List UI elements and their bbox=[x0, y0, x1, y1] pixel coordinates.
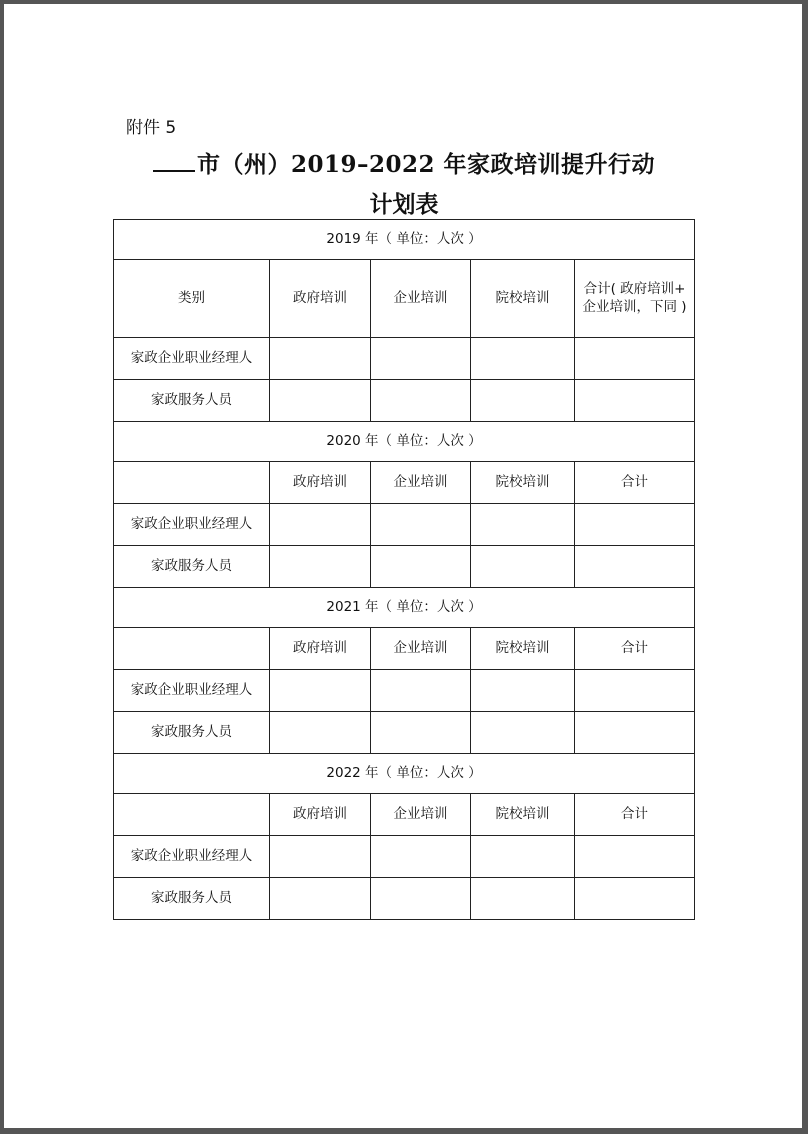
row-label-manager: 家政企业职业经理人 bbox=[114, 504, 270, 546]
col-header-enterprise: 企业培训 bbox=[371, 794, 471, 836]
row-label-staff: 家政服务人员 bbox=[114, 546, 270, 588]
col-header-enterprise: 企业培训 bbox=[371, 462, 471, 504]
total-header-line2: 企业培训，下同 ) bbox=[582, 298, 687, 315]
empty-cell bbox=[471, 546, 575, 588]
annex-label: 附件 5 bbox=[126, 118, 177, 138]
year-header-row bbox=[114, 754, 695, 794]
empty-cell bbox=[270, 878, 371, 920]
document-title bbox=[0, 146, 808, 179]
column-header-row bbox=[114, 628, 695, 670]
row-label-manager: 家政企业职业经理人 bbox=[114, 670, 270, 712]
empty-cell bbox=[371, 504, 471, 546]
col-header-school: 院校培训 bbox=[471, 260, 575, 338]
column-header-row bbox=[114, 462, 695, 504]
year-header: 2022 年（ 单位：人次 ） bbox=[114, 754, 695, 794]
empty-cell bbox=[371, 712, 471, 754]
col-header-total: 合计 bbox=[575, 794, 695, 836]
col-header-total: 合计 bbox=[575, 628, 695, 670]
empty-cell bbox=[575, 836, 695, 878]
col-header-school: 院校培训 bbox=[471, 794, 575, 836]
empty-cell bbox=[471, 504, 575, 546]
year-header-row bbox=[114, 588, 695, 628]
year-header-row bbox=[114, 422, 695, 462]
empty-cell bbox=[575, 380, 695, 422]
empty-cell bbox=[270, 836, 371, 878]
year-header: 2021 年（ 单位：人次 ） bbox=[114, 588, 695, 628]
column-header-row bbox=[114, 794, 695, 836]
empty-cell bbox=[270, 546, 371, 588]
table-row bbox=[114, 670, 695, 712]
col-header-government: 政府培训 bbox=[270, 462, 371, 504]
col-header-government: 政府培训 bbox=[270, 260, 371, 338]
total-header-line1: 合计( 政府培训+ bbox=[583, 280, 686, 297]
empty-cell bbox=[471, 878, 575, 920]
empty-cell bbox=[575, 546, 695, 588]
column-header-row bbox=[114, 260, 695, 338]
empty-cell bbox=[270, 380, 371, 422]
empty-cell bbox=[114, 462, 270, 504]
plan-table bbox=[113, 219, 695, 920]
year-header-row bbox=[114, 220, 695, 260]
empty-cell bbox=[270, 670, 371, 712]
row-label-manager: 家政企业职业经理人 bbox=[114, 338, 270, 380]
empty-cell bbox=[575, 712, 695, 754]
table-row bbox=[114, 380, 695, 422]
table-row bbox=[114, 338, 695, 380]
title-text: 市（州）2019–2022 年家政培训提升行动 bbox=[196, 151, 656, 178]
empty-cell bbox=[371, 836, 471, 878]
empty-cell bbox=[270, 712, 371, 754]
col-header-total: 合计 bbox=[575, 462, 695, 504]
table-row bbox=[114, 712, 695, 754]
empty-cell bbox=[371, 380, 471, 422]
row-label-staff: 家政服务人员 bbox=[114, 878, 270, 920]
col-header-school: 院校培训 bbox=[471, 462, 575, 504]
empty-cell bbox=[114, 794, 270, 836]
empty-cell bbox=[371, 546, 471, 588]
year-header: 2019 年（ 单位：人次 ） bbox=[114, 220, 695, 260]
empty-cell bbox=[114, 628, 270, 670]
title-blank-line bbox=[153, 156, 195, 172]
empty-cell bbox=[471, 380, 575, 422]
empty-cell bbox=[270, 504, 371, 546]
empty-cell bbox=[270, 338, 371, 380]
table-row bbox=[114, 878, 695, 920]
row-label-manager: 家政企业职业经理人 bbox=[114, 836, 270, 878]
empty-cell bbox=[471, 836, 575, 878]
row-label-staff: 家政服务人员 bbox=[114, 380, 270, 422]
document-subtitle: 计划表 bbox=[369, 191, 439, 218]
empty-cell bbox=[575, 504, 695, 546]
empty-cell bbox=[575, 878, 695, 920]
empty-cell bbox=[575, 670, 695, 712]
col-header-school: 院校培训 bbox=[471, 628, 575, 670]
table-row bbox=[114, 546, 695, 588]
empty-cell bbox=[371, 878, 471, 920]
table-row bbox=[114, 504, 695, 546]
empty-cell bbox=[471, 338, 575, 380]
empty-cell bbox=[471, 712, 575, 754]
empty-cell bbox=[371, 338, 471, 380]
col-header-government: 政府培训 bbox=[270, 794, 371, 836]
col-header-enterprise: 企业培训 bbox=[371, 260, 471, 338]
col-header-government: 政府培训 bbox=[270, 628, 371, 670]
row-label-staff: 家政服务人员 bbox=[114, 712, 270, 754]
table-row bbox=[114, 836, 695, 878]
empty-cell bbox=[371, 670, 471, 712]
col-header-total bbox=[575, 260, 695, 338]
category-header: 类别 bbox=[114, 260, 270, 338]
year-header: 2020 年（ 单位：人次 ） bbox=[114, 422, 695, 462]
col-header-enterprise: 企业培训 bbox=[371, 628, 471, 670]
empty-cell bbox=[471, 670, 575, 712]
empty-cell bbox=[575, 338, 695, 380]
